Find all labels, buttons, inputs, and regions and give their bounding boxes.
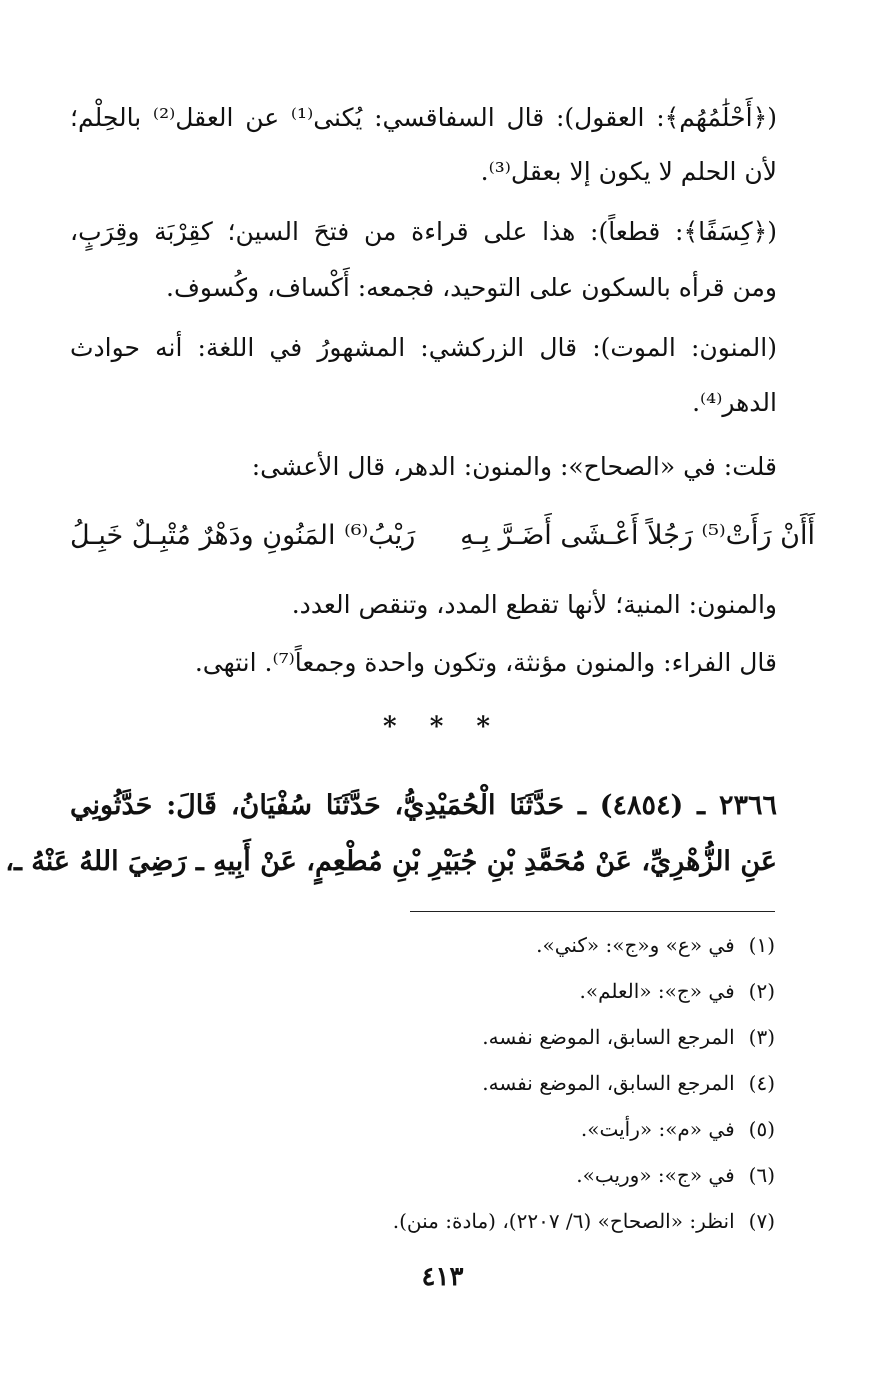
footnote-4	[482, 1068, 775, 1098]
hadith-line2: عَنِ الزُّهْرِيِّ، عَنْ مُحَمَّدِ بْنِ جُبَيْرِ بْنِ مُطْعِمٍ، عَنْ أَبِيهِ ـ رَضِيَ اللهُ عَنْهُ ـ،	[5, 846, 777, 877]
footnote-text: المرجع السابق، الموضع نفسه.	[482, 1071, 735, 1095]
footnote-1	[536, 930, 775, 960]
footnote-number: (٢)	[748, 979, 775, 1003]
paragraph-sihah-quote: قلت: في «الصحاح»: والمنون: الدهر، قال الأعشى:	[251, 452, 777, 481]
footnote-2	[580, 976, 776, 1006]
paragraph-ahlamuhum-line1: (﴿أَحْلَٰمُهُم﴾: العقول): قال السفاقسي: يُكنى⁽¹⁾ عن العقل⁽²⁾ بالحِلْم؛	[70, 103, 777, 132]
footnote-5	[581, 1114, 775, 1144]
footnote-text: في «ج»: «وريب».	[576, 1163, 735, 1187]
hadith-line1: ٢٣٦٦ ـ (٤٨٥٤) ـ حَدَّثَنَا الْحُمَيْدِيُّ، حَدَّثَنَا سُفْيَانُ، قَالَ: حَدَّثُونِي	[70, 790, 777, 821]
poetry-verse	[70, 512, 815, 560]
paragraph-manun-line1: (المنون: الموت): قال الزركشي: المشهورُ في اللغة: أنه حوادث	[70, 333, 777, 362]
verse-second-hemistich: رَيْبُ⁽⁶⁾ المَنُونِ ودَهْرٌ مُتْبِـلٌ خَبِـلُ	[70, 520, 416, 551]
footnote-3	[482, 1022, 775, 1052]
footnote-text: في «م»: «رأيت».	[580, 1117, 735, 1141]
footnote-number: (٦)	[748, 1163, 775, 1187]
paragraph-ahlamuhum-line2: لأن الحلم لا يكون إلا بعقل⁽³⁾.	[480, 157, 777, 186]
footnote-number: (٤)	[748, 1071, 775, 1095]
footnote-number: (٧)	[748, 1209, 775, 1233]
section-separator: * * *	[383, 712, 502, 742]
paragraph-farra: قال الفراء: والمنون مؤنثة، وتكون واحدة وجمعاً⁽⁷⁾. انتهى.	[194, 648, 777, 677]
footnote-text: في «ع» و«ج»: «كني».	[536, 933, 735, 957]
footnote-number: (٣)	[748, 1025, 775, 1049]
footnote-7	[393, 1206, 775, 1236]
page-number: ٤١٣	[421, 1262, 464, 1292]
footnote-divider	[410, 911, 775, 912]
footnote-6	[576, 1160, 775, 1190]
paragraph-kisafan-line2: ومن قرأه بالسكون على التوحيد، فجمعه: أَكْساف، وكُسوف.	[166, 273, 777, 302]
footnote-text: في «ج»: «العلم».	[579, 979, 735, 1003]
paragraph-kisafan-line1: (﴿كِسَفًا﴾: قطعاً): هذا على قراءة من فتحَ السين؛ كقِرْبَة وقِرَبٍ،	[70, 217, 777, 246]
footnote-text: انظر: «الصحاح» (٦/ ٢٢٠٧)، (مادة: منن).	[392, 1209, 735, 1233]
paragraph-manun-line2: الدهر⁽⁴⁾.	[692, 388, 777, 417]
footnote-text: المرجع السابق، الموضع نفسه.	[482, 1025, 735, 1049]
paragraph-maniyya: والمنون: المنية؛ لأنها تقطع المدد، وتنقص العدد.	[291, 590, 777, 619]
footnote-number: (١)	[748, 933, 775, 957]
footnote-number: (٥)	[748, 1117, 775, 1141]
verse-first-hemistich: أَأَنْ رَأَتْ⁽⁵⁾ رَجُلاً أَعْـشَى أَضَـرَّ بِـهِ	[460, 520, 815, 551]
